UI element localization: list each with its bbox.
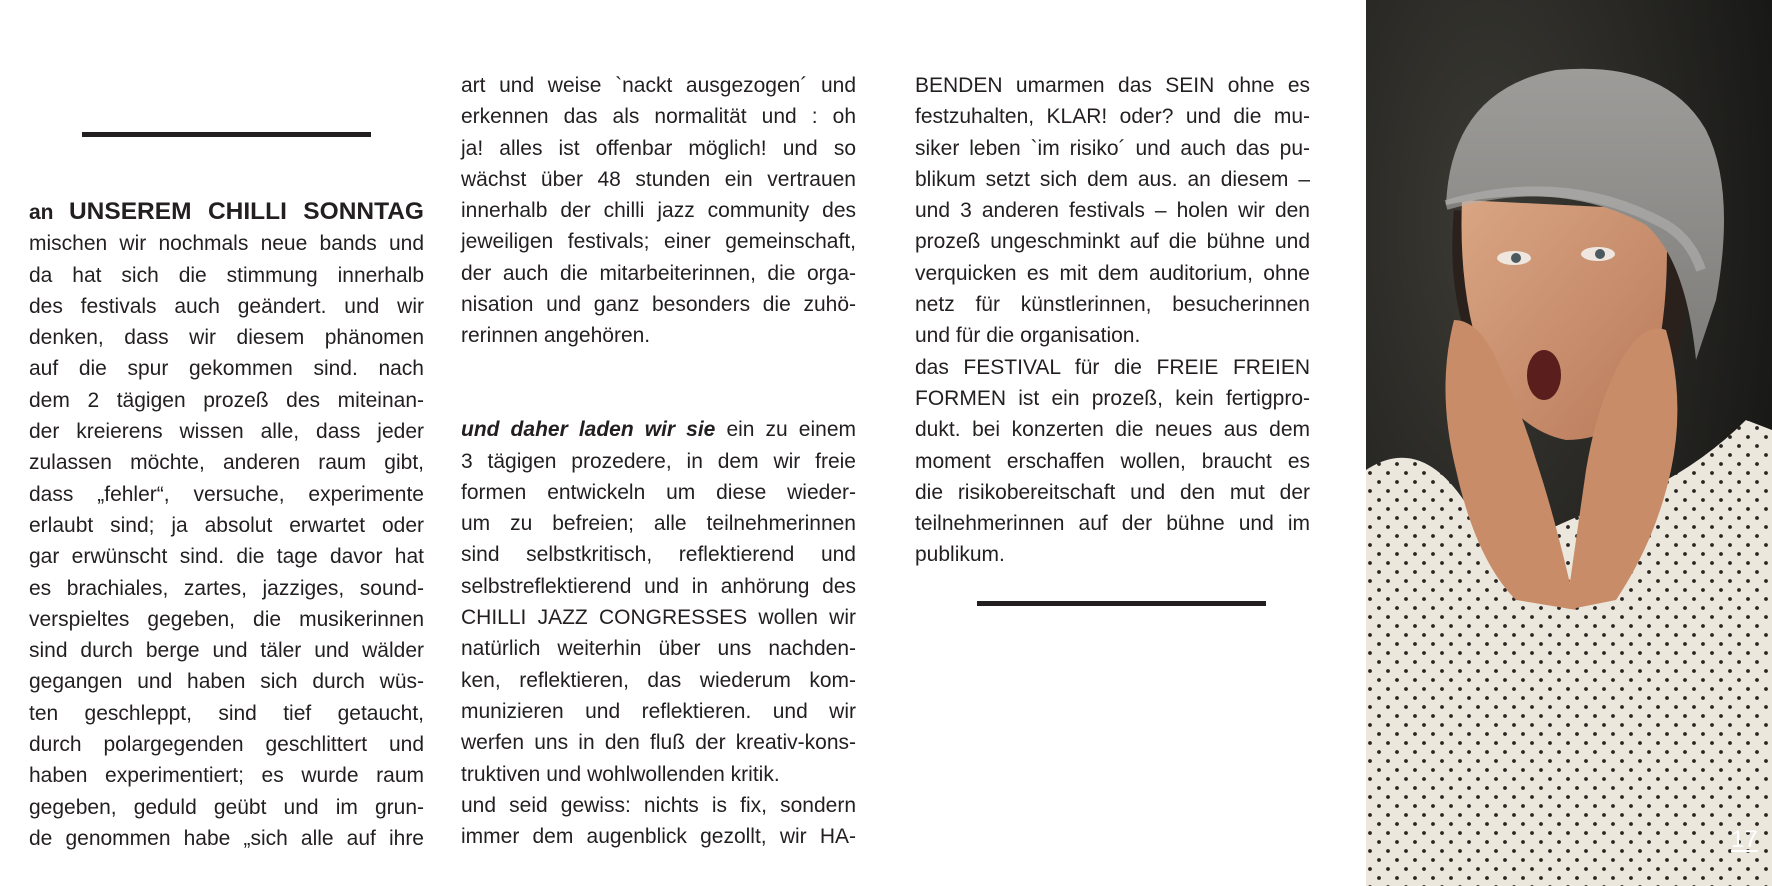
text-line: wächst über 48 stunden ein vertrauen — [461, 167, 856, 191]
text-line: denken, dass wir diesem phänomen — [29, 326, 424, 350]
text-line: der kreierens wissen alle, dass jeder — [29, 420, 424, 444]
paragraph-2-first-rest: ein zu einem — [715, 418, 857, 442]
text-line: dass „fehler“, versuche, experimente — [29, 482, 424, 506]
text-line: innerhalb der chilli jazz community des — [461, 199, 856, 223]
text-line: sind durch berge und täler und wälder — [29, 639, 424, 663]
text-line: und für die organisation. — [915, 324, 1141, 348]
text-line: sind selbstkritisch, reflektierend und — [461, 543, 856, 567]
text-column-3 — [915, 70, 1310, 571]
text-line: siker leben `im risiko´ und auch das pu- — [915, 136, 1310, 160]
paragraph-2-first-line — [461, 414, 856, 445]
text-line: mischen wir nochmals neue bands und — [29, 232, 424, 256]
heading-main: UNSEREM CHILLI SONNTAG — [68, 198, 424, 225]
text-line: erkennen das als normalität und : oh — [461, 105, 856, 129]
portrait-photo — [1366, 0, 1772, 886]
text-line: netz für künstlerinnen, besucherinnen — [915, 293, 1310, 317]
text-line: formen entwickeln um diese wieder- — [461, 480, 856, 504]
text-line: art und weise `nackt ausgezogen´ und — [461, 74, 856, 97]
text-line: natürlich weiterhin über uns nachden- — [461, 637, 856, 661]
text-line: ja! alles ist offenbar möglich! und so — [461, 136, 856, 160]
text-line: festzuhalten, KLAR! oder? und die mu- — [915, 105, 1310, 129]
text-column-2 — [461, 70, 856, 852]
divider-rule-top-left — [82, 132, 371, 137]
text-line: des festivals auch geändert. und wir — [29, 294, 424, 318]
open-mouth — [1527, 350, 1561, 400]
text-line: gar erwünscht sind. die tage davor hat — [29, 545, 424, 569]
text-line: verspieltes gegeben, die musikerinnen — [29, 607, 424, 631]
text-line: gegeben, geduld geübt und im grun- — [29, 795, 424, 819]
heading-lead: an — [29, 201, 69, 224]
text-line: dem 2 tägigen prozeß des miteinan- — [29, 388, 424, 412]
text-line: und 3 anderen festivals – holen wir den — [915, 199, 1310, 223]
text-line: verquicken es mit dem auditorium, ohne — [915, 261, 1310, 285]
text-line: FORMEN ist ein prozeß, kein fertigpro- — [915, 386, 1310, 410]
text-line: und seid gewiss: nichts is fix, sondern — [461, 793, 856, 817]
text-line: da hat sich die stimmung innerhalb — [29, 263, 424, 287]
emphasis-text: und daher laden wir sie — [461, 418, 716, 442]
text-line: moment erschaffen wollen, braucht es — [915, 449, 1310, 473]
text-line: truktiven und wohlwollenden kritik. — [461, 762, 780, 786]
text-line: dukt. bei konzerten die neues aus dem — [915, 418, 1310, 442]
text-line: blikum setzt sich dem aus. an diesem – — [915, 167, 1310, 191]
text-line: 3 tägigen prozedere, in dem wir freie — [461, 449, 856, 473]
text-line: prozeß ungeschminkt auf die bühne und — [915, 230, 1310, 254]
text-line: gegangen und haben sich durch wüs- — [29, 670, 424, 694]
portrait-illustration — [1366, 0, 1772, 886]
page-number: 17 — [1731, 826, 1758, 853]
text-line: zulassen möchte, anderen raum gibt, — [29, 451, 424, 475]
text-line: BENDEN umarmen das SEIN ohne es — [915, 74, 1310, 97]
text-line: auf die spur gekommen sind. nach — [29, 357, 424, 381]
text-line: das FESTIVAL für die FREIE FREIEN — [915, 355, 1310, 379]
text-line: erlaubt sind; ja absolut erwartet oder — [29, 513, 424, 537]
text-line: munizieren und reflektieren. und wir — [461, 699, 856, 723]
column-1-heading — [29, 196, 424, 228]
text-line: durch polargegenden geschlittert und — [29, 733, 424, 757]
text-line: ten geschleppt, sind tief getaucht, — [29, 701, 424, 725]
text-line: CHILLI JAZZ CONGRESSES wollen wir — [461, 606, 856, 630]
text-line: der auch die mitarbeiterinnen, die orga- — [461, 261, 856, 285]
text-line: ken, reflektieren, das wiederum kom- — [461, 668, 856, 692]
text-line: nisation und ganz besonders die zuhö- — [461, 293, 856, 317]
text-line: rerinnen angehören. — [461, 324, 651, 348]
text-line: publikum. — [915, 543, 1005, 567]
text-line: haben experimentiert; es wurde raum — [29, 764, 424, 788]
text-line: es brachiales, zartes, jazziges, sound- — [29, 576, 424, 600]
text-column-1 — [29, 196, 424, 854]
text-line: werfen uns in den fluß der kreativ-kons- — [461, 731, 856, 755]
text-line: teilnehmerinnen auf der bühne und im — [915, 512, 1310, 536]
text-line: immer dem augenblick gezollt, wir HA- — [461, 825, 856, 849]
divider-rule-bottom-right — [977, 601, 1266, 606]
text-line: jeweiligen festivals; einer gemeinschaft, — [461, 230, 856, 254]
text-line: selbstreflektierend und in anhörung des — [461, 574, 856, 598]
text-line: um zu befreien; alle teilnehmerinnen — [461, 512, 856, 536]
text-line: die risikobereitschaft und den mut der — [915, 480, 1310, 504]
text-line: de genommen habe „sich alle auf ihre — [29, 826, 424, 850]
